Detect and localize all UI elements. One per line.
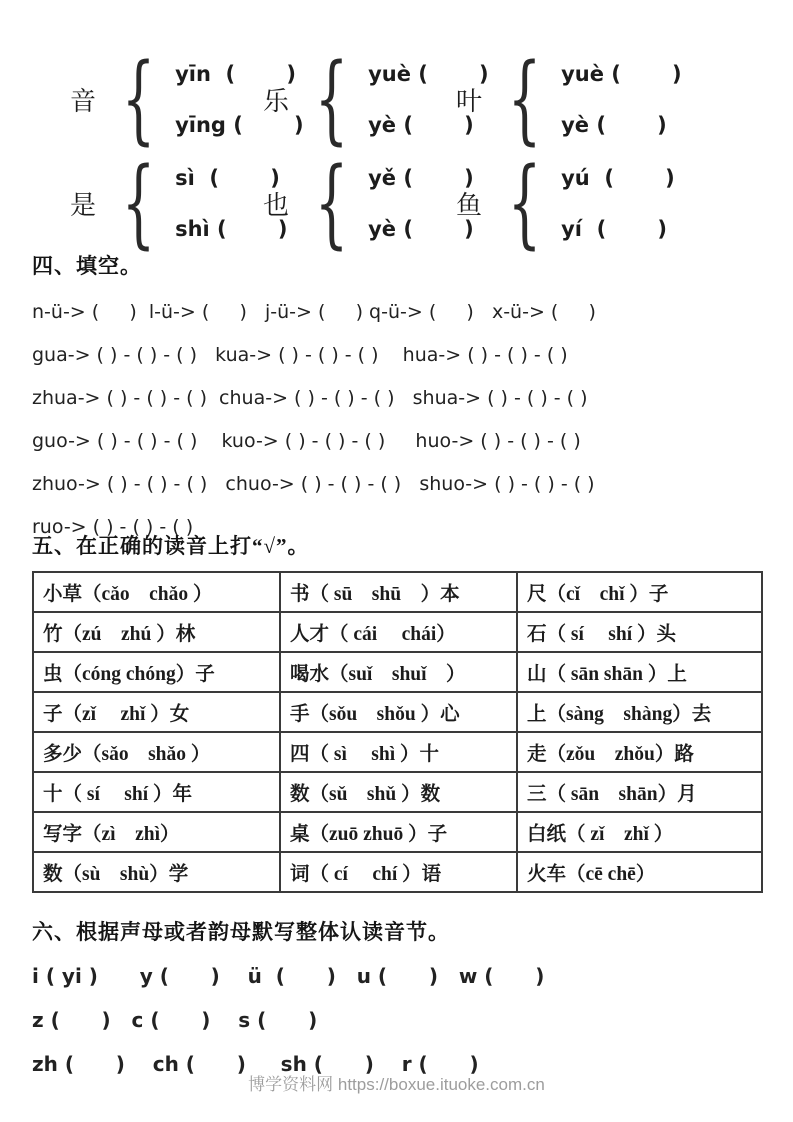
- table-row: [33, 852, 762, 892]
- table-cell: 竹（zú zhú ）林: [33, 612, 280, 652]
- table-cell: 数（sǔ shǔ ）数: [280, 772, 517, 812]
- table-cell: 喝水（suǐ shuǐ ）: [280, 652, 517, 692]
- choice-character: 乐: [263, 86, 290, 116]
- choice-option: yuè ( ): [561, 61, 682, 86]
- fill-blank-line: n-ü-> ( ) l-ü-> ( ) j-ü-> ( ) q-ü-> ( ) x-ü-> ( ): [32, 300, 596, 323]
- syllable-line: z ( ) c ( ) s ( ): [32, 1008, 318, 1032]
- fill-blank-line: gua-> ( ) - ( ) - ( ) kua-> ( ) - ( ) - ( ) hua-> ( ) - ( ) - ( ): [32, 343, 568, 366]
- table-cell: 多少（sǎo shǎo ）: [33, 732, 280, 772]
- table-cell: 桌（zuō zhuō ）子: [280, 812, 517, 852]
- choice-option: yīng ( ): [175, 112, 304, 137]
- choice-row: [70, 147, 730, 259]
- choice-option: yīn ( ): [175, 61, 296, 86]
- choice-character: 音: [70, 86, 97, 116]
- brace-icon: {: [314, 43, 349, 155]
- pron-section: [32, 530, 762, 893]
- choice-section: [70, 43, 730, 259]
- choice-group: [263, 147, 474, 259]
- brace-icon: {: [121, 43, 156, 155]
- table-row: [33, 572, 762, 612]
- table-cell: 书（ sū shū ）本: [280, 572, 517, 612]
- choice-option: shì ( ): [175, 216, 288, 241]
- table-cell: 白纸（ zǐ zhǐ ）: [517, 812, 762, 852]
- choice-option: yè ( ): [368, 112, 474, 137]
- syll-section: [32, 916, 762, 1086]
- table-cell: 走（zǒu zhǒu）路: [517, 732, 762, 772]
- brace-icon: {: [507, 43, 542, 155]
- brace-icon: {: [121, 147, 156, 259]
- choice-group: [70, 43, 304, 155]
- choice-option: yè ( ): [561, 112, 667, 137]
- fill-blank-line: guo-> ( ) - ( ) - ( ) kuo-> ( ) - ( ) - ( ) huo-> ( ) - ( ) - ( ): [32, 429, 581, 452]
- choice-group: [456, 147, 675, 259]
- table-cell: 石（ sí shí ）头: [517, 612, 762, 652]
- table-cell: 词（ cí chí ）语: [280, 852, 517, 892]
- footer-watermark: 博学资料网 https://boxue.ituoke.com.cn: [248, 1075, 545, 1094]
- fill-blank-line: zhua-> ( ) - ( ) - ( ) chua-> ( ) - ( ) - ( ) shua-> ( ) - ( ) - ( ): [32, 386, 588, 409]
- table-cell: 上（sàng shàng）去: [517, 692, 762, 732]
- table-cell: 人才（ cái chái）: [280, 612, 517, 652]
- choice-option: sì ( ): [175, 165, 280, 190]
- choice-group: [456, 43, 682, 155]
- table-row: [33, 652, 762, 692]
- table-row: [33, 612, 762, 652]
- fill-section-title: 四、填空。: [32, 254, 142, 278]
- fill-blank-line: zhuo-> ( ) - ( ) - ( ) chuo-> ( ) - ( ) - ( ) shuo-> ( ) - ( ) - ( ): [32, 472, 595, 495]
- syllable-line: zh ( ) ch ( ) sh ( ) r ( ): [32, 1052, 479, 1076]
- choice-option: yè ( ): [368, 216, 474, 241]
- brace-icon: {: [314, 147, 349, 259]
- pronunciation-table: [32, 571, 763, 893]
- table-cell: 子（zǐ zhǐ ）女: [33, 692, 280, 732]
- choice-option: yuè ( ): [368, 61, 489, 86]
- choice-character: 鱼: [456, 190, 483, 220]
- table-row: [33, 692, 762, 732]
- choice-rows: [70, 43, 730, 259]
- choice-options: [561, 62, 682, 137]
- brace-icon: {: [507, 147, 542, 259]
- table-cell: 十（ sí shí ）年: [33, 772, 280, 812]
- choice-group: [70, 147, 288, 259]
- choice-group: [263, 43, 489, 155]
- table-row: [33, 732, 762, 772]
- table-cell: 虫（cóng chóng）子: [33, 652, 280, 692]
- fill-section: [32, 250, 762, 548]
- table-cell: 四（ sì shì ）十: [280, 732, 517, 772]
- table-cell: 尺（cǐ chǐ ）子: [517, 572, 762, 612]
- table-cell: 小草（cǎo chǎo ）: [33, 572, 280, 612]
- table-cell: 手（sǒu shǒu ）心: [280, 692, 517, 732]
- table-cell: 山（ sān shān ）上: [517, 652, 762, 692]
- table-cell: 写字（zì zhì）: [33, 812, 280, 852]
- syll-section-title: 六、根据声母或者韵母默写整体认读音节。: [32, 920, 450, 944]
- pron-section-title: 五、在正确的读音上打“√”。: [32, 534, 310, 558]
- choice-option: yí ( ): [561, 216, 667, 241]
- choice-character: 是: [70, 190, 97, 220]
- table-row: [33, 772, 762, 812]
- choice-character: 叶: [456, 86, 483, 116]
- table-row: [33, 812, 762, 852]
- choice-character: 也: [263, 190, 290, 220]
- syll-lines: [32, 954, 762, 1086]
- choice-options: [561, 166, 675, 241]
- choice-option: yě ( ): [368, 165, 474, 190]
- fill-blank-line: ruo-> ( ) - ( ) - ( ): [32, 515, 194, 538]
- table-cell: 三（ sān shān）月: [517, 772, 762, 812]
- choice-option: yú ( ): [561, 165, 675, 190]
- choice-row: [70, 43, 730, 155]
- table-cell: 数（sù shù）学: [33, 852, 280, 892]
- fill-lines: [32, 290, 762, 548]
- table-cell: 火车（cē chē）: [517, 852, 762, 892]
- syllable-line: i ( yi ) y ( ) ü ( ) u ( ) w ( ): [32, 964, 545, 988]
